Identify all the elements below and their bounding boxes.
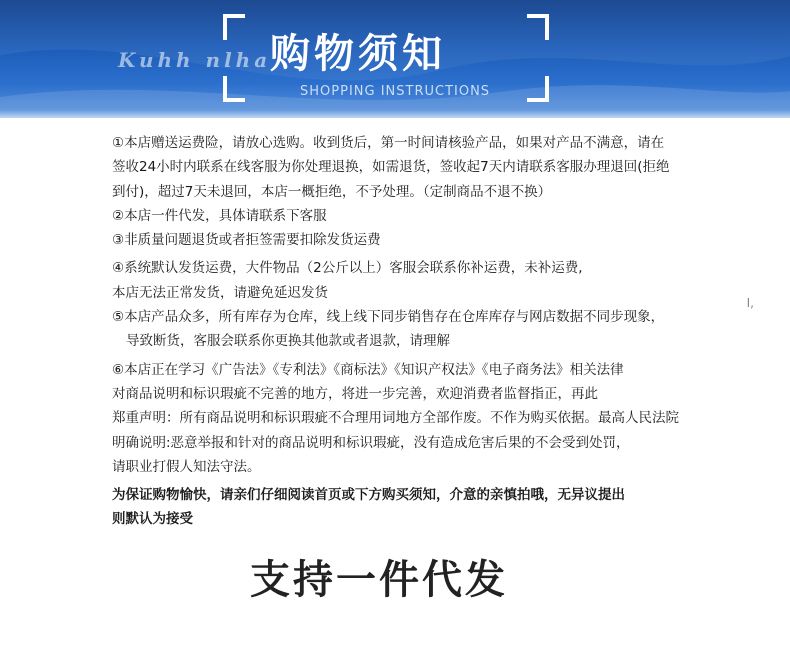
bracket-top-right-icon xyxy=(527,14,549,40)
bracket-top-left-icon xyxy=(223,14,245,40)
page-subtitle: SHOPPING INSTRUCTIONS xyxy=(300,84,491,99)
notice-line-13: 明确说明:恶意举报和针对的商品说明和标识瑕疵，没有造成危害后果的不会受到处罚， xyxy=(112,434,630,451)
notice-line-11: 对商品说明和标识瑕疵不完善的地方，将进一步完善，欢迎消费者监督指正，再此 xyxy=(112,385,598,402)
bracket-bottom-left-icon xyxy=(223,76,245,102)
notice-line-9: 导致断货，客服会联系你更换其他款或者退款，请理解 xyxy=(126,333,450,350)
notice-line-5: ③非质量问题退货或者拒签需要扣除发货运费 xyxy=(112,232,381,249)
notice-line-1: ①本店赠送运费险，请放心选购。收到货后，第一时间请核验产品，如果对产品不满意，请在 xyxy=(112,135,665,151)
page-title: 购物须知 xyxy=(270,31,446,77)
notice-line-7: 本店无法正常发货，请避免延迟发货 xyxy=(112,284,328,301)
notice-line-4: ②本店一件代发，具体请联系下客服 xyxy=(112,207,327,224)
banner-script-text: Kuhh nlha xyxy=(118,48,272,72)
notice-line-14: 请职业打假人知法守法。 xyxy=(112,458,261,475)
notice-line-8: ⑤本店产品众多，所有库存为仓库，线上线下同步销售存在仓库库存与网店数据不同步现象， xyxy=(112,309,665,326)
notice-line-12: 郑重声明：所有商品说明和标识瑕疵不合理用词地方全部作废。不作为购买依据。最高人民法院 xyxy=(112,410,679,427)
notice-text-block xyxy=(112,131,712,532)
banner-fade xyxy=(0,110,790,118)
notice-line-3: 到付)，超过7天未退回，本店一概拒绝，不予处理。（定制商品不退不换） xyxy=(112,183,552,200)
side-mark: I, xyxy=(746,296,754,310)
notice-line-10: ⑥本店正在学习《广告法》《专利法》《商标法》《知识产权法》《电子商务法》相关法律 xyxy=(112,361,624,378)
bracket-bottom-right-icon xyxy=(527,76,549,102)
header-banner xyxy=(0,0,790,118)
closing-line-2: 则默认为接受 xyxy=(112,511,193,528)
closing-line-1: 为保证购物愉快，请亲们仔细阅读首页或下方购买须知，介意的亲慎拍哦，无异议提出 xyxy=(112,487,625,504)
notice-line-6: ④系统默认发货运费，大件物品（2公斤以上）客服会联系你补运费，未补运费, xyxy=(112,260,583,277)
notice-line-2: 签收24小时内联系在线客服为你处理退换，如需退货，签收起7天内请联系客服办理退回(拒绝 xyxy=(112,159,670,176)
support-dropship-heading: 支持一件代发 xyxy=(250,557,508,603)
